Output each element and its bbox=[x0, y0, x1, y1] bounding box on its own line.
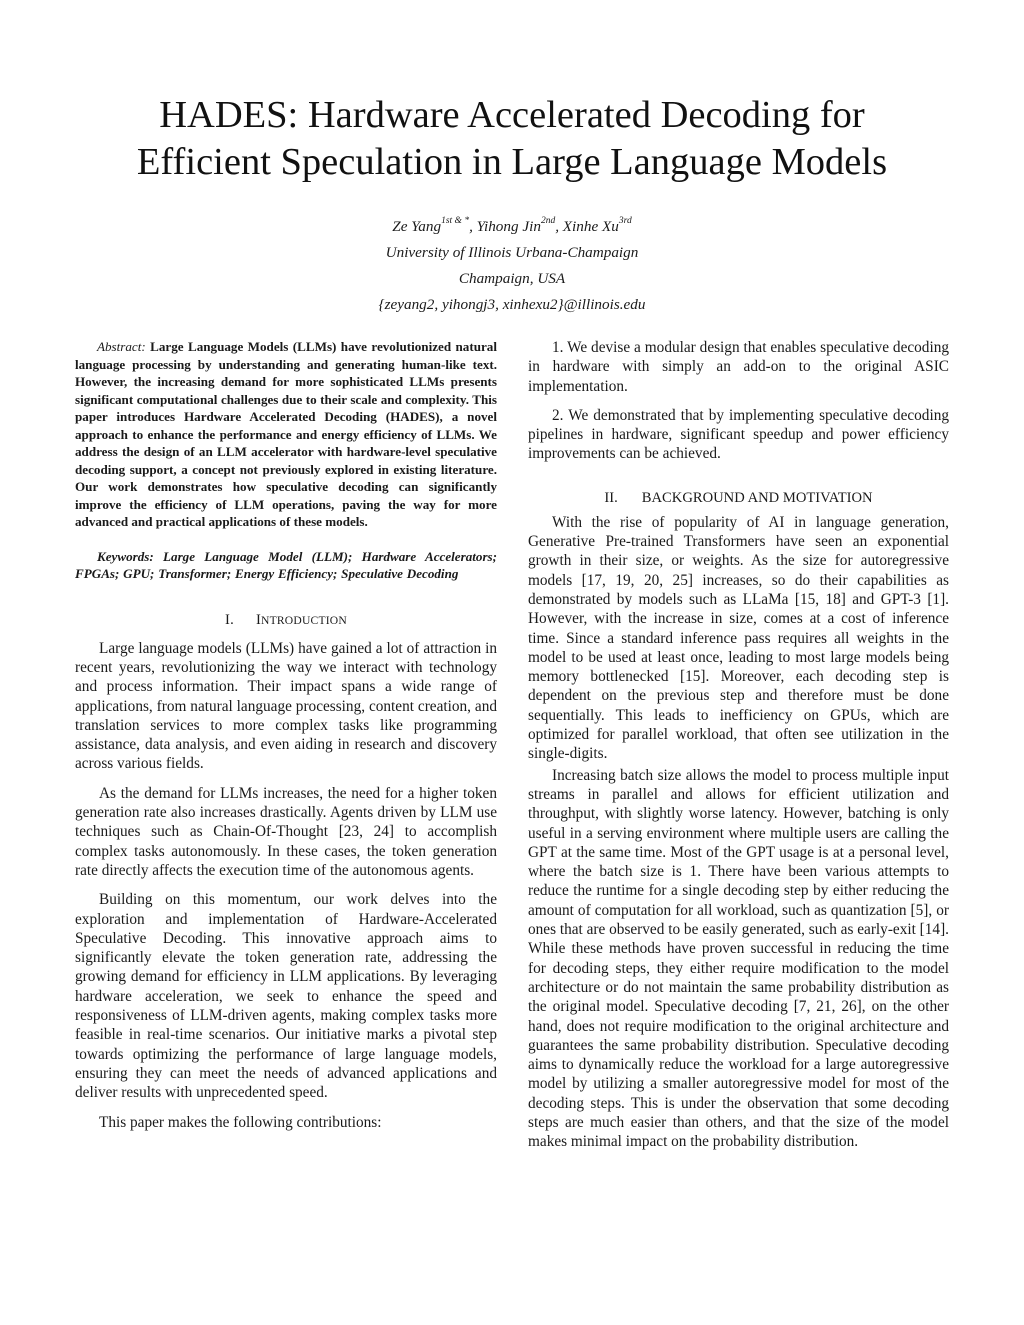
paper-title-line-1: HADES: Hardware Accelerated Decoding for bbox=[159, 94, 865, 136]
author-names bbox=[0, 214, 1024, 240]
paper-title bbox=[0, 92, 1024, 186]
section-number: II. bbox=[604, 489, 618, 506]
section-heading-background bbox=[528, 489, 949, 508]
section-number: I. bbox=[225, 611, 234, 628]
section-title: BACKGROUND AND MOTIVATION bbox=[641, 489, 873, 506]
paper-title-line-2: Efficient Speculation in Large Language Models bbox=[136, 141, 888, 183]
author-1-mark: 1st & * bbox=[441, 215, 470, 226]
author-3-mark: 3rd bbox=[618, 215, 632, 226]
affiliation: University of Illinois Urbana-Champaign bbox=[385, 244, 639, 261]
section-heading-introduction bbox=[75, 611, 497, 630]
keywords: Keywords: Large Language Model (LLM); Hardware Accelerators; FPGAs; GPU; Transformer; Energy Efficiency; Speculative Decoding bbox=[75, 548, 497, 582]
section-title-initial: I bbox=[255, 611, 262, 628]
author-3-name: , Xinhe Xu bbox=[555, 218, 619, 235]
contribution-item-2: 2. We demonstrated that by implementing speculative decoding pipelines in hardware, significant speedup and power efficiency improvements can be achieved. bbox=[528, 406, 949, 463]
section-title-rest: NTRODUCTION bbox=[261, 613, 347, 627]
author-2-mark: 2nd bbox=[540, 215, 556, 226]
left-column bbox=[75, 338, 497, 1132]
author-1-name: Ze Yang bbox=[392, 218, 442, 235]
intro-paragraph-2: As the demand for LLMs increases, the need for a higher token generation rate also increases drastically. Agents driven by LLM use techniques such as Chain-Of-Thought [23, 24] to accomplish complex tasks autonomously. In these cases, the token generation rate directly affects the execution time of the autonomous agents. bbox=[75, 784, 497, 879]
contribution-item-1: 1. We devise a modular design that enables speculative decoding in hardware with simply an add-on to the original ASIC implementation. bbox=[528, 339, 949, 395]
intro-paragraph-1: Large language models (LLMs) have gained a lot of attraction in recent years, revolutionizing the way we interact with technology and process information. Their impact spans a wide range of applications, from natural language processing, content creation, and translation services to more complex tasks like programming assistance, data analysis, and even aiding in research and discovery across various fields. bbox=[75, 639, 497, 773]
intro-paragraph-4: This paper makes the following contributions: bbox=[99, 1113, 382, 1131]
intro-paragraph-3: Building on this momentum, our work delves into the exploration and implementation of Hardware-Accelerated Speculative Decoding. This innovative approach aims to significantly elevate the token generation rate, addressing the growing demand for efficiency in LLM applications. By leveraging hardware acceleration, we seek to enhance the speed and responsiveness of LLM-driven agents, making complex tasks more feasible in real-time scenarios. Our initiative marks a pivotal step towards optimizing the performance of large language models, ensuring they can meet the needs of advanced applications and deliver results with unprecedented speed. bbox=[75, 891, 497, 1102]
background-paragraph-1: With the rise of popularity of AI in language generation, Generative Pre-trained Transformers have seen an exponential growth in their size, or weights. As the size for autoregressive models [17, 19, 20, 25] increases, so do their capabilities as demonstrated by models such as LLaMa [15, 18] and GPT-3 [1]. However, with the increase in size, comes at a cost of inference time. Since a standard inference pass requires all weights in the model to be used at least once, leading to most large models being memory bottlenecked [15]. Moreover, each decoding step is dependent on the previous step and therefore must be done sequentially. This leads to inefficiency on GPUs, which are optimized for parallel workload, that often see utilization in the single-digits. bbox=[528, 513, 949, 763]
email: {zeyang2, yihongj3, xinhexu2}@illinois.edu bbox=[378, 296, 646, 313]
location: Champaign, USA bbox=[458, 270, 566, 287]
background-paragraph-2: Increasing batch size allows the model to process multiple input streams in parallel and allows for efficient utilization and throughput, with slightly worse latency. However, batching is only useful in a serving environment where multiple users are calling the GPT at the same time. Most of the GPT usage is at a personal level, where the batch size is 1. There have been various attempts to reduce the runtime for a single decoding step by either reducing the amount of computation for all workload, such as quantization [5], or ones that are observed to be easily generated, such as early-exit [14]. While these methods have proven successful in reducing the time for decoding steps, they either require modification to the model architecture or do not maintain the same probability distribution as the original model. Speculative decoding [7, 21, 26], on the other hand, does not require modification to the original architecture and guarantees the same probability distribution. Speculative decoding aims to dynamically reduce the workload for a large autoregressive model by utilizing a smaller autoregressive model for most of the decoding steps. This is under the observation that some decoding steps are much easier than others, and that the size of the model makes minimal impact on the probability distribution. bbox=[528, 766, 949, 1151]
abstract bbox=[75, 338, 497, 531]
author-2-name: , Yihong Jin bbox=[469, 218, 541, 235]
abstract-lead: Abstract: bbox=[97, 339, 146, 354]
abstract-text: Large Language Models (LLMs) have revolutionized natural language processing by understanding and generating human-like text. However, the increasing demand for more sophisticated LLMs presents significant computational challenges due to their scale and complexity. This paper introduces Hardware Accelerated Decoding (HADES), a novel approach to enhance the performance and energy efficiency of LLMs. We address the design of an LLM accelerator with hardware-level speculative decoding support, a concept not previously explored in existing literature. Our work demonstrates how speculative decoding can significantly improve the efficiency of LLM operations, paving the way for more advanced and practical applications of these models. bbox=[75, 339, 497, 529]
author-block bbox=[0, 214, 1024, 318]
right-column bbox=[528, 338, 949, 1152]
